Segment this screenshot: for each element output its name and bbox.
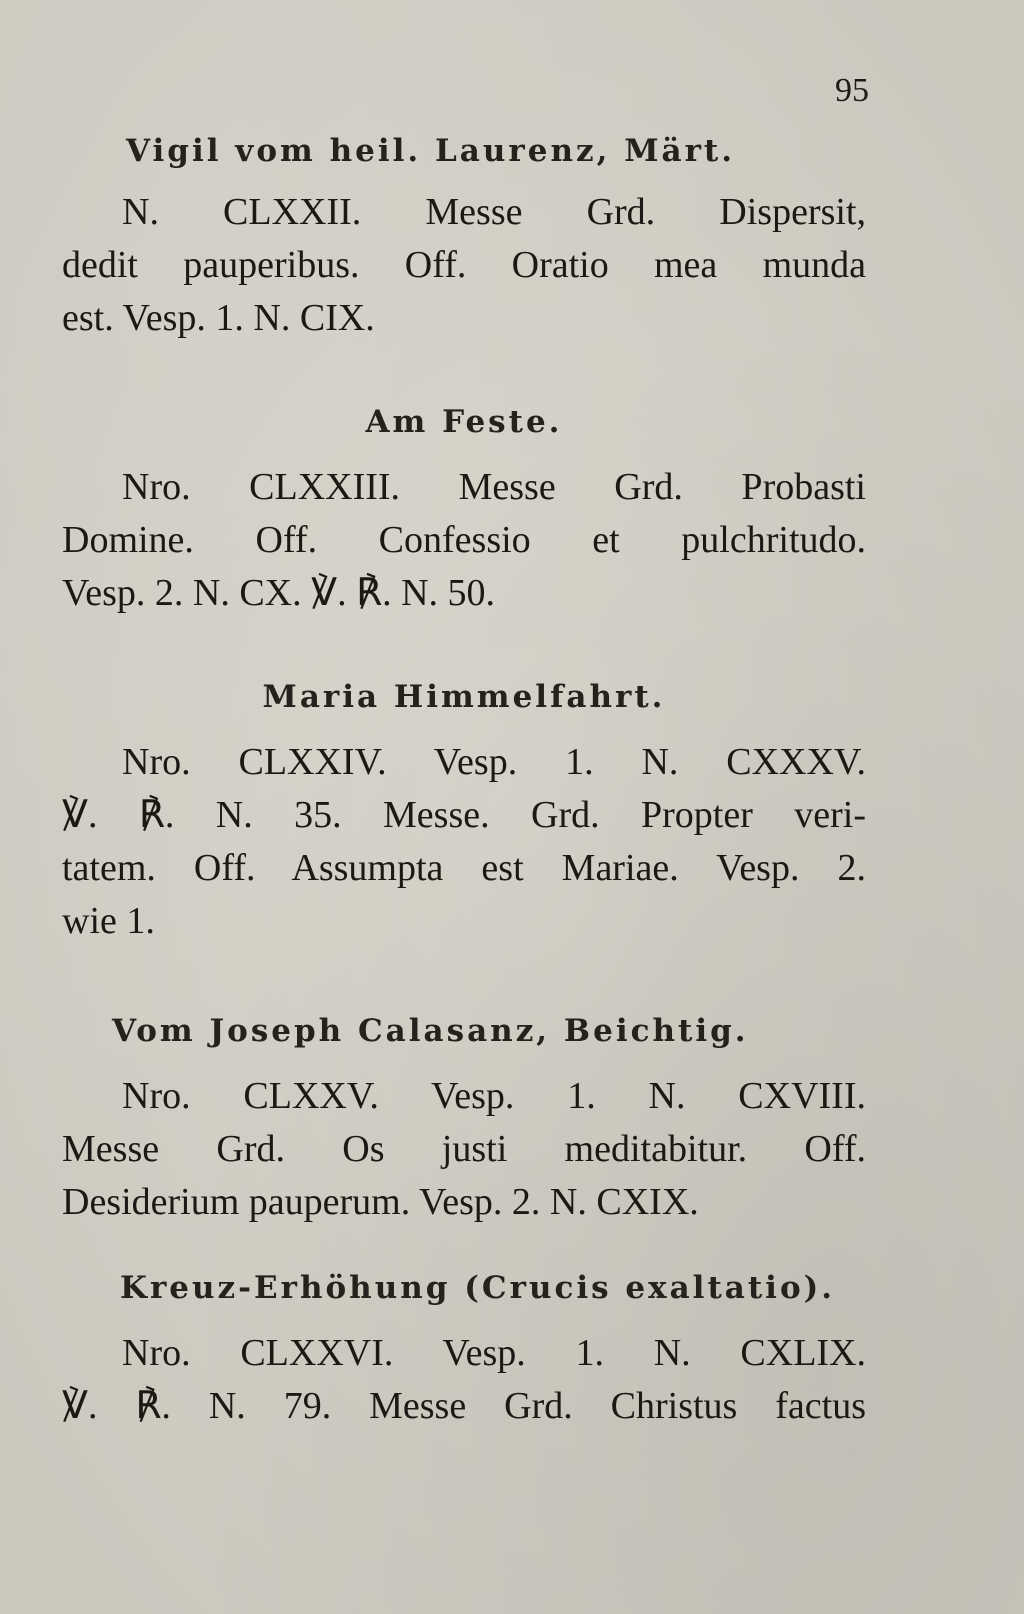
entry-line: tatem. Off. Assumpta est Mariae. Vesp. 2. <box>62 847 866 889</box>
section-entry-exaltation <box>62 1327 866 1433</box>
section-heading-assumption: Maria Himmelfahrt. <box>262 679 666 715</box>
section-entry-calasanz <box>62 1070 866 1229</box>
entry-line: est. Vesp. 1. N. CIX. <box>62 297 375 339</box>
entry-line: wie 1. <box>62 900 155 942</box>
entry-line: Vesp. 2. N. CX. ℣. ℟. N. 50. <box>62 572 496 614</box>
entry-line: Desiderium pauperum. Vesp. 2. N. CXIX. <box>62 1181 699 1223</box>
entry-line: ℣. ℟. N. 79. Messe Grd. Christus factus <box>62 1385 866 1427</box>
section-entry-feast <box>62 461 866 620</box>
entry-line: dedit pauperibus. Off. Oratio mea munda <box>62 244 866 286</box>
page-text <box>62 130 866 1433</box>
entry-line: N. CLXXII. Messe Grd. Dispersit, <box>122 191 866 233</box>
entry-line: ℣. ℟. N. 35. Messe. Grd. Propter veri- <box>62 794 866 836</box>
entry-line: Nro. CLXXVI. Vesp. 1. N. CXLIX. <box>122 1332 866 1374</box>
entry-line: Messe Grd. Os justi meditabitur. Off. <box>62 1128 866 1170</box>
section-heading-calasanz: Vom Joseph Calasanz, Beichtig. <box>112 1013 749 1049</box>
entry-line: Nro. CLXXIV. Vesp. 1. N. CXXXV. <box>122 741 866 783</box>
entry-line: Domine. Off. Confessio et pulchritudo. <box>62 519 866 561</box>
page-number: 95 <box>835 72 869 109</box>
entry-line: Nro. CLXXIII. Messe Grd. Probasti <box>122 466 866 508</box>
section-entry-laurenz-vigil <box>62 186 866 345</box>
entry-line: Nro. CLXXV. Vesp. 1. N. CXVIII. <box>122 1075 866 1117</box>
section-entry-assumption <box>62 736 866 948</box>
section-heading-exaltation: Kreuz-Erhöhung (Crucis exaltatio). <box>120 1270 836 1306</box>
section-heading-feast: Am Feste. <box>365 404 563 440</box>
section-heading-laurenz-vigil: Vigil vom heil. Laurenz, Märt. <box>126 133 736 169</box>
